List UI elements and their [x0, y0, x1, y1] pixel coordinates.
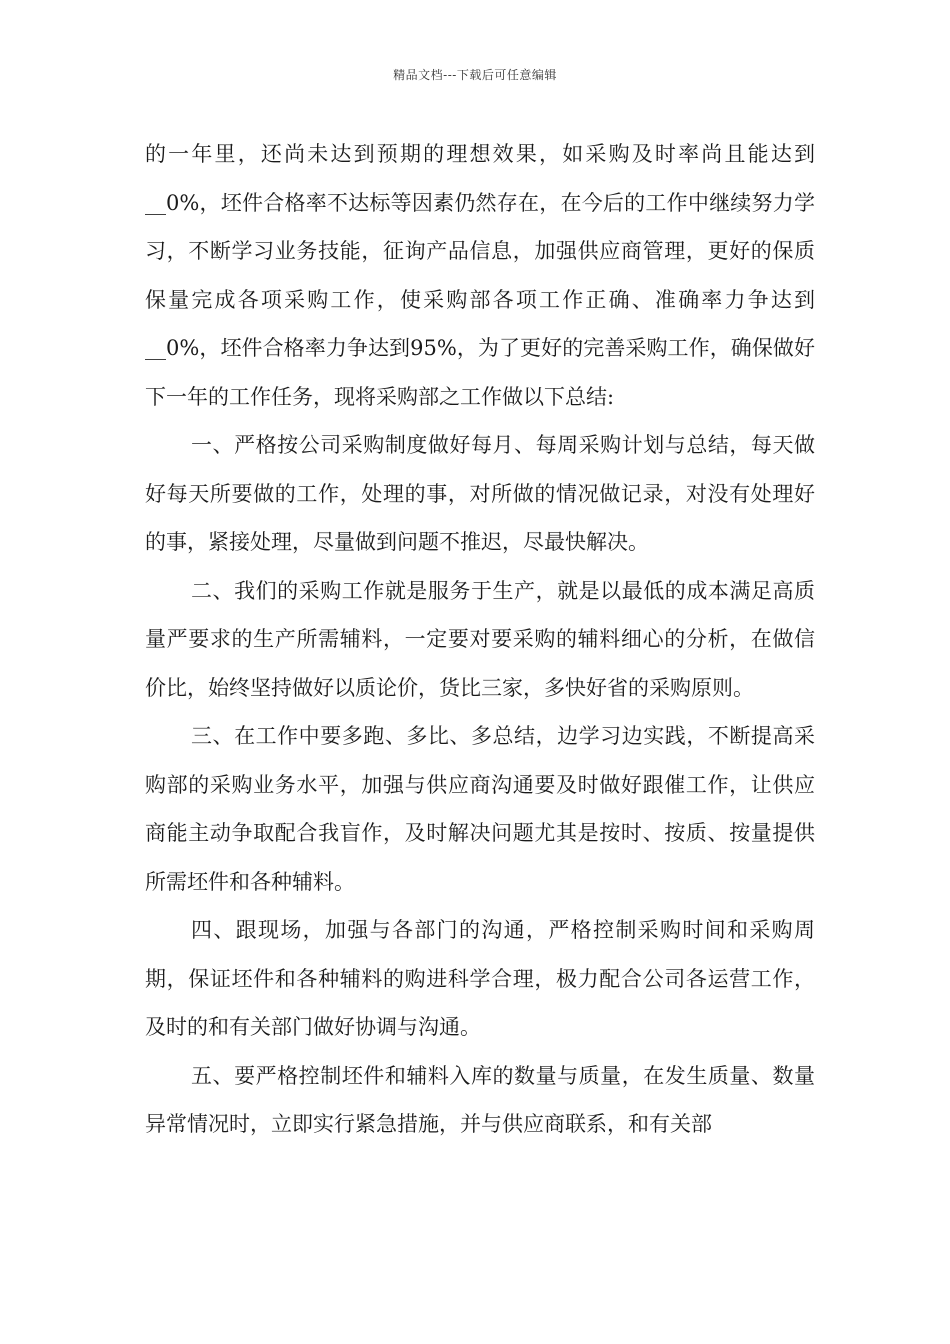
paragraph-item-1: 一、严格按公司采购制度做好每月、每周采购计划与总结，每天做好每天所要做的工作，处理的事，对所做的情况做记录，对没有处理好的事，紧接处理，尽量做到问题不推迟，尽最快解决。 [145, 433, 815, 554]
paragraph-item-5: 五、要严格控制坯件和辅料入库的数量与质量，在发生质量、数量异常情况时，立即实行紧急措施，并与供应商联系，和有关部 [145, 1063, 815, 1136]
paragraph-item-3: 三、在工作中要多跑、多比、多总结，边学习边实践，不断提高采购部的采购业务水平，加强与供应商沟通要及时做好跟催工作，让供应商能主动争取配合我盲作，及时解决问题尤其是按时、按质、按量提供所需坯件和各种辅料。 [145, 724, 815, 894]
paragraph-item-4: 四、跟现场，加强与各部门的沟通，严格控制采购时间和采购周期，保证坯件和各种辅料的购进科学合理，极力配合公司各运营工作，及时的和有关部门做好协调与沟通。 [145, 918, 815, 1039]
paragraph-continuation: 的一年里，还尚未达到预期的理想效果，如采购及时率尚且能达到__0%，坯件合格率不达标等因素仍然存在，在今后的工作中继续努力学习，不断学习业务技能，征询产品信息，加强供应商管理，更好的保质保量完成各项采购工作，使采购部各项工作正确、准确率力争达到__0%，坯件合格率力争达到95%，为了更好的完善采购工作，确保做好下一年的工作任务，现将采购部之工作做以下总结: [145, 142, 815, 409]
paragraph-item-2: 二、我们的采购工作就是服务于生产，就是以最低的成本满足高质量严要求的生产所需辅料，一定要对要采购的辅料细心的分析，在做信价比，始终坚持做好以质论价，货比三家，多快好省的采购原则。 [145, 578, 815, 700]
document-body [145, 130, 815, 1149]
page-header: 精品文档---下载后可任意编辑 [393, 68, 557, 82]
